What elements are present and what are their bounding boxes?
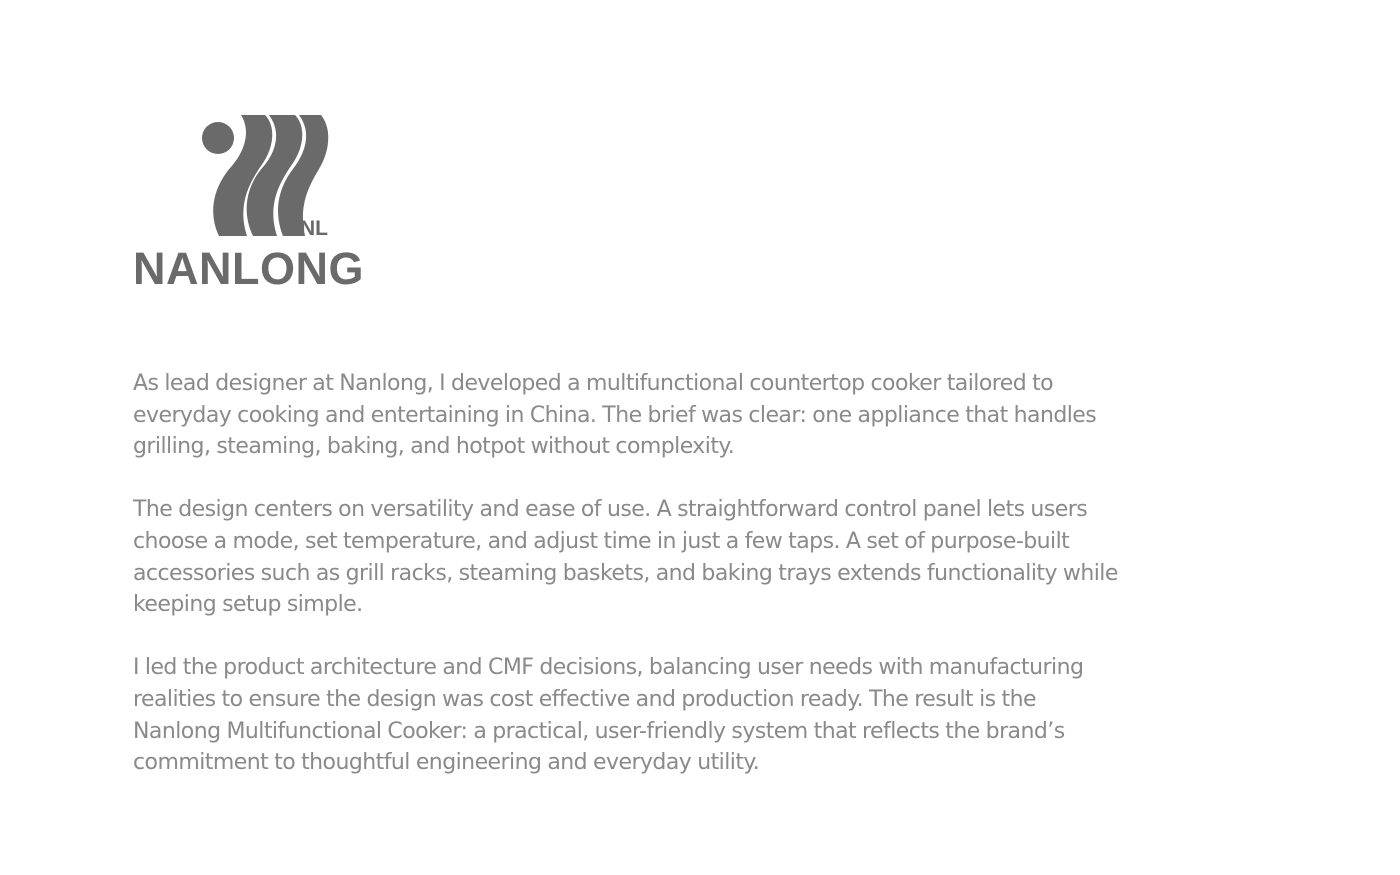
text-line: I led the product architecture and CMF decisions, balancing user needs with manufacturing	[133, 655, 1084, 681]
text-line: accessories such as grill racks, steaming baskets, and baking trays extends functionality while	[133, 560, 1118, 586]
logo-nl-monogram: NL	[300, 217, 328, 240]
text-line: The design centers on versatility and ease of use. A straightforward control panel lets users	[133, 497, 1088, 523]
text-line: realities to ensure the design was cost effective and production ready. The result is the	[133, 686, 1036, 712]
nanlong-logo	[133, 115, 403, 294]
paragraph-design	[133, 494, 1243, 620]
text-line: Nanlong Multifunctional Cooker: a practical, user-friendly system that reflects the brand’s	[133, 718, 1065, 744]
text-line: keeping setup simple.	[133, 592, 363, 618]
text-line: everyday cooking and entertaining in China. The brief was clear: one appliance that handles	[133, 402, 1097, 428]
paragraph-result	[133, 652, 1243, 778]
text-line: choose a mode, set temperature, and adjust time in just a few taps. A set of purpose-built	[133, 528, 1070, 554]
text-line: commitment to thoughtful engineering and everyday utility.	[133, 750, 760, 776]
logo-wordmark: NANLONG	[133, 243, 364, 294]
project-description	[133, 368, 1243, 779]
text-line: grilling, steaming, baking, and hotpot without complexity.	[133, 434, 735, 460]
text-line: As lead designer at Nanlong, I developed a multifunctional countertop cooker tailored to	[133, 371, 1054, 396]
paragraph-intro	[133, 368, 1243, 463]
